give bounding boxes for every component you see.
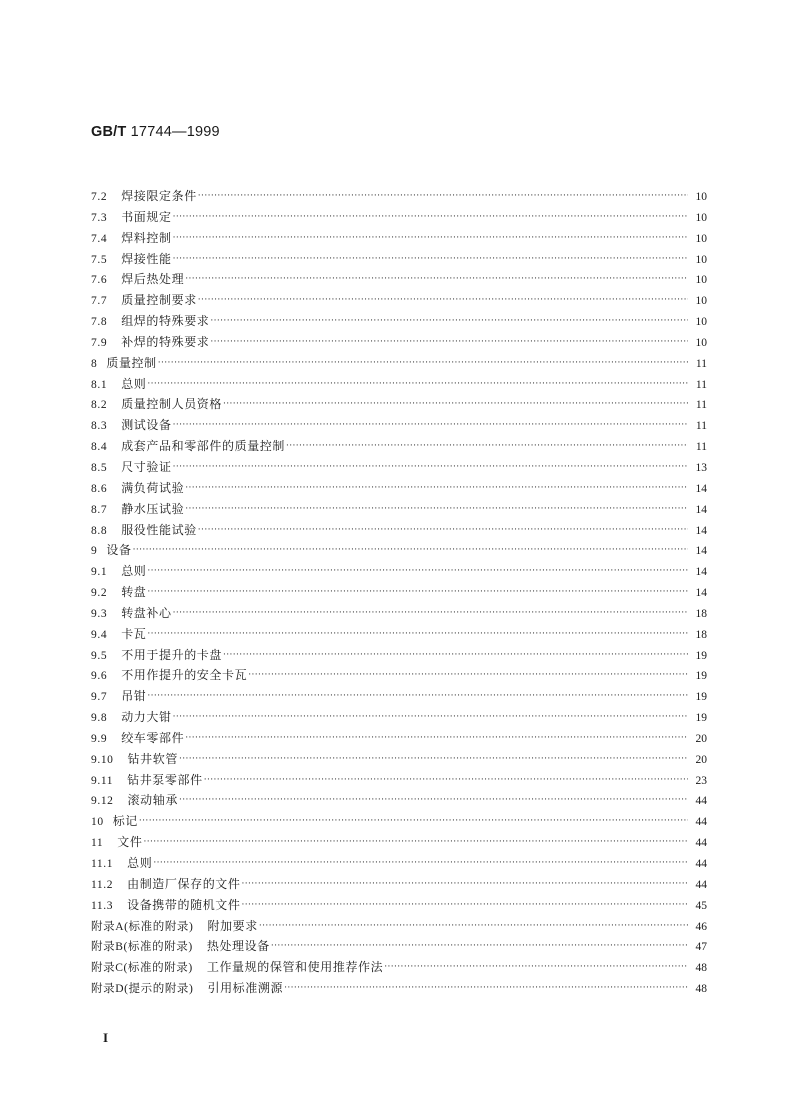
toc-entry-number: 7.5 <box>91 253 108 266</box>
toc-entry[interactable] <box>91 540 707 561</box>
dot-leader <box>158 353 688 374</box>
dot-leader <box>284 978 688 999</box>
toc-entry-page: 14 <box>695 545 707 558</box>
toc-entry-number: 9.10 <box>91 753 114 766</box>
toc-entry-page: 19 <box>695 649 707 662</box>
toc-entry-page: 47 <box>695 941 707 954</box>
dot-leader <box>173 228 688 249</box>
toc-entry-number: 9.11 <box>91 774 114 787</box>
toc-entry[interactable] <box>91 686 707 707</box>
standard-number: 17744—1999 <box>130 124 220 140</box>
toc-entry-title: 绞车零部件 <box>121 730 185 745</box>
toc-entry-title: 由制造厂保存的文件 <box>127 876 241 891</box>
toc-entry[interactable] <box>91 978 707 999</box>
toc-entry-number: 7.2 <box>91 191 108 203</box>
toc-entry-number: 11.3 <box>91 899 114 912</box>
toc-entry-number: 9.7 <box>91 691 108 704</box>
toc-entry[interactable] <box>91 311 707 332</box>
toc-entry-page: 11 <box>695 441 707 454</box>
toc-entry[interactable] <box>91 624 707 645</box>
dot-leader <box>179 749 688 770</box>
dot-leader <box>153 853 688 874</box>
toc-entry[interactable] <box>91 228 707 249</box>
toc-entry-title: 组焊的特殊要求 <box>121 314 210 329</box>
toc-entry[interactable] <box>91 665 707 686</box>
toc-entry-page: 44 <box>695 837 707 850</box>
toc-entry-title: 静水压试验 <box>121 501 185 516</box>
toc-entry-number: 8.7 <box>91 503 108 516</box>
toc-entry-title: 工作量规的保管和使用推荐作法 <box>206 960 384 975</box>
toc-entry-number: 9.2 <box>91 587 108 600</box>
toc-entry[interactable] <box>91 561 707 582</box>
dot-leader <box>198 520 688 541</box>
toc-entry-number: 附录D(提示的附录) <box>91 983 194 996</box>
dot-leader <box>147 582 688 603</box>
toc-entry[interactable] <box>91 374 707 395</box>
dot-leader <box>185 728 688 749</box>
dot-leader <box>271 936 688 957</box>
dot-leader <box>185 269 688 290</box>
toc-entry-page: 10 <box>695 274 707 287</box>
toc-entry-page: 14 <box>695 503 707 516</box>
toc-entry-title: 质量控制要求 <box>121 293 197 308</box>
toc-entry-title: 文件 <box>117 835 143 850</box>
dot-leader <box>173 457 688 478</box>
toc-entry-number: 附录C(标准的附录) <box>91 962 193 975</box>
toc-entry-page: 44 <box>695 795 707 808</box>
toc-entry-number: 7.7 <box>91 295 108 308</box>
toc-entry[interactable] <box>91 207 707 228</box>
toc-entry-title: 服役性能试验 <box>121 522 197 537</box>
toc-entry-number: 8.6 <box>91 482 108 495</box>
dot-leader <box>147 686 688 707</box>
toc-entry-number: 8.2 <box>91 399 108 412</box>
toc-entry-title: 设备携带的随机文件 <box>127 897 241 912</box>
toc-entry-title: 吊钳 <box>121 689 147 704</box>
toc-entry-page: 10 <box>695 191 707 203</box>
dot-leader <box>210 311 688 332</box>
toc-entry-number: 7.6 <box>91 274 108 287</box>
toc-entry-number: 9.4 <box>91 628 108 641</box>
toc-entry-title: 焊料控制 <box>121 230 172 245</box>
toc-entry[interactable] <box>91 790 707 811</box>
dot-leader <box>259 916 688 937</box>
toc-entry-number: 9.1 <box>91 566 108 579</box>
dot-leader <box>198 290 688 311</box>
toc-entry[interactable] <box>91 832 707 853</box>
dot-leader <box>223 645 688 666</box>
toc-entry-number: 7.8 <box>91 316 108 329</box>
toc-entry-title: 不用于提升的卡盘 <box>121 647 222 662</box>
toc-entry-title: 总则 <box>127 856 153 870</box>
dot-leader <box>248 665 688 686</box>
toc-entry-number: 7.3 <box>91 211 108 224</box>
toc-entry[interactable] <box>91 957 707 978</box>
toc-entry[interactable] <box>91 853 707 874</box>
toc-entry[interactable] <box>91 582 707 603</box>
toc-entry-page: 11 <box>695 357 707 370</box>
toc-entry[interactable] <box>91 269 707 290</box>
toc-entry-page: 11 <box>695 378 707 391</box>
toc-entry-number: 8.5 <box>91 461 108 474</box>
toc-entry-number: 10 <box>91 816 104 829</box>
toc-entry-page: 46 <box>695 920 707 933</box>
toc-entry-title: 动力大钳 <box>121 710 172 725</box>
dot-leader <box>173 415 688 436</box>
toc-entry-title: 不用作提升的安全卡瓦 <box>121 668 248 683</box>
toc-entry-title: 尺寸验证 <box>121 459 172 474</box>
toc-entry[interactable] <box>91 499 707 520</box>
dot-leader <box>139 811 688 832</box>
dot-leader <box>198 186 688 207</box>
toc-entry-title: 满负荷试验 <box>121 480 185 495</box>
toc-entry-title: 附加要求 <box>207 918 258 933</box>
toc-entry-number: 11.1 <box>91 858 114 870</box>
toc-entry[interactable] <box>91 436 707 457</box>
toc-entry[interactable] <box>91 415 707 436</box>
toc-entry[interactable] <box>91 895 707 916</box>
toc-entry-page: 10 <box>695 316 707 329</box>
dot-leader <box>147 561 688 582</box>
toc-entry-number: 9.5 <box>91 649 108 662</box>
toc-entry-number: 8 <box>91 357 98 370</box>
toc-entry[interactable] <box>91 728 707 749</box>
toc-entry[interactable] <box>91 645 707 666</box>
dot-leader <box>384 957 688 978</box>
toc-entry[interactable] <box>91 811 707 832</box>
dot-leader <box>143 832 688 853</box>
toc-entry-page: 10 <box>695 253 707 266</box>
dot-leader <box>173 207 688 228</box>
toc-entry-page: 18 <box>695 628 707 641</box>
dot-leader <box>173 603 688 624</box>
page-header <box>91 124 220 140</box>
toc-entry-number: 7.9 <box>91 336 108 349</box>
toc-entry-number: 附录B(标准的附录) <box>91 941 193 954</box>
toc-entry[interactable] <box>91 332 707 353</box>
toc-entry-number: 9.9 <box>91 732 108 745</box>
toc-entry-page: 44 <box>695 878 707 891</box>
toc-entry-title: 设备 <box>106 543 132 558</box>
toc-entry-page: 18 <box>695 607 707 620</box>
toc-entry-number: 9.3 <box>91 607 108 620</box>
toc-entry-number: 9.12 <box>91 795 114 808</box>
toc-entry-number: 9 <box>91 545 98 558</box>
dot-leader <box>173 707 688 728</box>
toc-entry-page: 10 <box>695 211 707 224</box>
toc-entry[interactable] <box>91 916 707 937</box>
toc-entry-page: 48 <box>695 983 707 996</box>
toc-entry-title: 焊接限定条件 <box>121 189 197 203</box>
toc-entry-page: 13 <box>695 461 707 474</box>
toc-entry[interactable] <box>91 249 707 270</box>
toc-entry-title: 卡瓦 <box>121 626 147 641</box>
dot-leader <box>185 478 688 499</box>
dot-leader <box>223 394 688 415</box>
toc-entry-page: 44 <box>695 816 707 829</box>
toc-entry-page: 10 <box>695 336 707 349</box>
toc-entry-number: 9.6 <box>91 670 108 683</box>
toc-entry[interactable] <box>91 770 707 791</box>
toc-entry-title: 滚动轴承 <box>127 793 178 808</box>
toc-entry-page: 23 <box>695 774 707 787</box>
toc-entry-page: 11 <box>695 399 707 412</box>
toc-entry[interactable] <box>91 353 707 374</box>
dot-leader <box>179 790 688 811</box>
dot-leader <box>133 540 688 561</box>
toc-entry-number: 9.8 <box>91 712 108 725</box>
toc-entry-title: 热处理设备 <box>206 939 270 954</box>
toc-entry-page: 19 <box>695 691 707 704</box>
toc-entry-title: 质量控制人员资格 <box>121 397 222 412</box>
toc-entry-number: 11.2 <box>91 878 114 891</box>
toc-entry-page: 14 <box>695 482 707 495</box>
dot-leader <box>286 436 688 457</box>
dot-leader <box>147 374 688 395</box>
toc-entry-title: 钻井软管 <box>127 751 178 766</box>
toc-entry[interactable] <box>91 603 707 624</box>
toc-entry-page: 11 <box>695 420 707 433</box>
toc-entry[interactable] <box>91 936 707 957</box>
standard-prefix: GB/T <box>91 124 127 140</box>
page-folio: I <box>103 1030 109 1045</box>
toc-entry-number: 11 <box>91 837 104 850</box>
toc-entry[interactable] <box>91 520 707 541</box>
dot-leader <box>210 332 688 353</box>
toc-entry-page: 10 <box>695 232 707 245</box>
toc-entry-title: 质量控制 <box>106 355 157 370</box>
toc-entry-page: 44 <box>695 858 707 870</box>
toc-entry[interactable] <box>91 290 707 311</box>
dot-leader <box>242 895 688 916</box>
toc-entry-title: 测试设备 <box>121 418 172 433</box>
toc-entry[interactable] <box>91 457 707 478</box>
toc-entry-number: 8.4 <box>91 441 108 454</box>
toc-entry-title: 焊后热处理 <box>121 272 185 287</box>
toc-entry-page: 14 <box>695 566 707 579</box>
dot-leader <box>242 874 688 895</box>
toc-entry-title: 总则 <box>121 564 147 579</box>
dot-leader <box>147 624 688 645</box>
toc-entry-page: 20 <box>695 732 707 745</box>
toc-entry[interactable] <box>91 707 707 728</box>
toc-entry[interactable] <box>91 394 707 415</box>
toc-entry-title: 补焊的特殊要求 <box>121 334 210 349</box>
toc-entry-page: 14 <box>695 524 707 537</box>
toc-entry-title: 引用标准溯源 <box>207 981 284 996</box>
toc-entry-number: 8.8 <box>91 524 108 537</box>
toc-entry-title: 转盘 <box>121 585 147 600</box>
dot-leader <box>204 770 688 791</box>
toc-entry-page: 48 <box>695 962 707 975</box>
toc-entry-page: 14 <box>695 587 707 600</box>
table-of-contents <box>91 186 707 999</box>
toc-entry-title: 总则 <box>121 376 147 391</box>
toc-entry[interactable] <box>91 874 707 895</box>
toc-entry-page: 19 <box>695 670 707 683</box>
toc-entry[interactable] <box>91 478 707 499</box>
toc-entry-page: 45 <box>695 899 707 912</box>
toc-entry-title: 标记 <box>112 814 138 829</box>
toc-entry-number: 7.4 <box>91 232 108 245</box>
toc-entry-page: 20 <box>695 753 707 766</box>
toc-entry[interactable] <box>91 749 707 770</box>
toc-entry-number: 8.1 <box>91 378 108 391</box>
toc-entry-number: 8.3 <box>91 420 108 433</box>
toc-entry-title: 转盘补心 <box>121 605 172 620</box>
toc-entry-title: 书面规定 <box>121 209 172 224</box>
toc-entry-title: 钻井泵零部件 <box>127 772 203 787</box>
toc-entry-title: 成套产品和零部件的质量控制 <box>121 439 285 454</box>
toc-entry-page: 10 <box>695 295 707 308</box>
toc-entry[interactable] <box>91 186 707 207</box>
toc-entry-number: 附录A(标准的附录) <box>91 920 194 933</box>
toc-entry-page: 19 <box>695 712 707 725</box>
dot-leader <box>173 249 688 270</box>
toc-entry-title: 焊接性能 <box>121 251 172 266</box>
dot-leader <box>185 499 688 520</box>
